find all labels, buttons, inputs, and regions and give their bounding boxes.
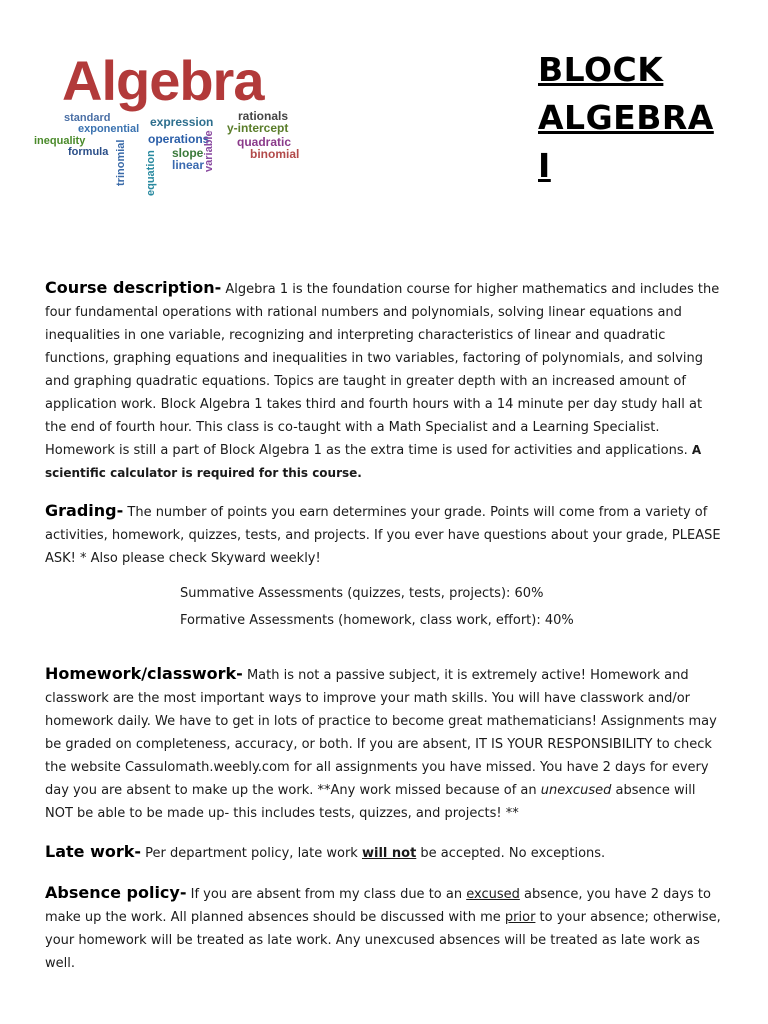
course-description-section <box>45 276 723 485</box>
absence-excused: excused <box>466 887 520 902</box>
late-work-text-1: Per department policy, late work <box>141 846 362 861</box>
homework-text-1: Math is not a passive subject, it is extremely active! Homework and classwork are the most important ways to improve your math skills. You will have classwork and/or homework daily. We have to get in lots of practice to become great mathematicians! Assignments may be graded on completeness, accuracy, or both. If you are absent, IT IS YOUR RESPONSIBILITY to check the website Cassulomath.weebly.com for all assignments you have missed. You have 2 days for every day you are absent to make up the work. **Any work missed because of an <box>45 668 717 798</box>
homework-italic: unexcused <box>540 783 612 798</box>
summative-weight: Summative Assessments (quizzes, tests, projects): 60% <box>180 586 544 601</box>
logo-title: Algebra <box>62 49 264 112</box>
logo-word: variable <box>203 130 215 172</box>
grading-section <box>45 499 723 570</box>
logo-word: linear <box>172 158 205 172</box>
homework-heading: Homework/classwork- <box>45 664 243 683</box>
logo-word: slope <box>172 146 204 160</box>
absence-text-3: to your absence; otherwise, your homework will be treated as late work. Any unexcused absences will be treated as late work as well. <box>45 910 721 971</box>
logo-word: binomial <box>250 147 300 161</box>
page-title: BLOCK ALGEBRA I <box>538 50 714 185</box>
grade-weights <box>180 580 574 634</box>
formative-weight: Formative Assessments (homework, class work, effort): 40% <box>180 613 574 628</box>
absence-prior: prior <box>504 910 536 925</box>
absence-policy-section <box>45 881 723 975</box>
logo-word: exponential <box>78 123 140 135</box>
grading-text: The number of points you earn determines your grade. Points will come from a variety of activities, homework, quizzes, tests, and projects. If you ever have questions about your grade, PLEASE ASK! * Also please check Skyward weekly! <box>45 505 721 566</box>
late-work-heading: Late work- <box>45 842 142 861</box>
absence-text-2: absence, you have 2 days to make up the work. All planned absences should be discussed with me <box>45 887 711 925</box>
late-work-text-2: be accepted. No exceptions. <box>416 846 606 861</box>
logo-word: formula <box>68 146 109 158</box>
logo-word: inequality <box>34 135 86 147</box>
course-description-text: Algebra 1 is the foundation course for higher mathematics and includes the four fundamental operations with rational numbers and polynomials, solving linear equations and inequalities in one variable, recognizing and interpreting characteristics of linear and quadratic functions, graphing equations and inequalities in two variables, factoring of polynomials, and solving and graphing quadratic equations. Topics are taught in greater depth with an increased amount of application work. Block Algebra 1 takes third and fourth hours with a 14 minute per day study hall at the end of fourth hour. This class is co-taught with a Math Specialist and a Learning Specialist. Homework is still a part of Block Algebra 1 as the extra time is used for activities and applications. <box>45 282 720 458</box>
logo-word: rationals <box>238 109 289 123</box>
absence-policy-heading: Absence policy- <box>45 883 187 902</box>
late-work-emphasis: will not <box>361 846 417 861</box>
logo-word: trinomial <box>115 139 127 186</box>
logo-word: equation <box>145 150 157 196</box>
logo-word: y-intercept <box>227 121 289 135</box>
logo-word: expression <box>150 115 214 129</box>
logo-word: standard <box>64 112 111 124</box>
logo-word: quadratic <box>237 135 292 149</box>
algebra-word-cloud-logo <box>34 50 304 200</box>
logo-word: operations <box>148 132 210 146</box>
homework-text-2: absence will NOT be able to be made up- this includes tests, quizzes, and projects! ** <box>45 783 696 821</box>
absence-text-1: If you are absent from my class due to an <box>186 887 467 902</box>
course-description-heading: Course description- <box>45 278 222 297</box>
homework-section <box>45 662 723 825</box>
calculator-requirement: A scientific calculator is required for this course. <box>45 443 702 480</box>
grading-heading: Grading- <box>45 501 124 520</box>
late-work-section <box>45 840 723 865</box>
